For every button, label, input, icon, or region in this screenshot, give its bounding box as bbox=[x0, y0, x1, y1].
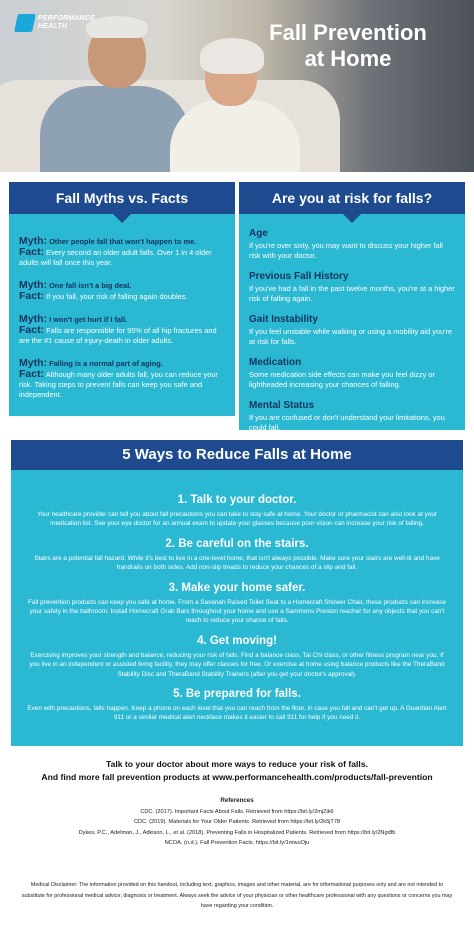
way-item bbox=[27, 635, 447, 679]
risk-text: If you are confused or don't understand your limitations, you could fall. bbox=[249, 413, 445, 432]
myth-text: I won't get hurt if I fall. bbox=[49, 315, 128, 324]
myth-label: Myth: bbox=[19, 357, 47, 369]
reference-item: CDC. (2019). Materials for Your Older Patients. Retrieved from https://bit.ly/2k5jT78 bbox=[133, 819, 341, 825]
myth-label: Myth: bbox=[19, 279, 47, 291]
fact-text: Falls are responsible for 95% of all hip fractures and are the #1 cause of injury-death in older adults. bbox=[19, 326, 217, 345]
fact-label: Fact: bbox=[19, 368, 45, 380]
risk-item bbox=[249, 357, 455, 390]
cta-line2: And find more fall prevention products at www.performancehealth.com/products/fall-prevention bbox=[41, 772, 433, 782]
way-text: Stairs are a potential fall hazard. While it's best to live in a one-level home, that isn't always possible. Make sure your stairs are well-lit and have handrails on both sides. Add non-slip treads to reduce your chances of a slip and fall. bbox=[34, 554, 440, 572]
ways-body bbox=[11, 470, 463, 746]
way-item bbox=[27, 582, 447, 626]
myth-label: Myth: bbox=[19, 313, 47, 325]
risk-item bbox=[249, 400, 455, 433]
myth-item bbox=[19, 358, 225, 400]
way-text: Your healthcare provider can tell you about fall precautions you can take to stay safe at home. Your doctor or pharmacist can also look at your medication list. See your eye doctor for an annual exam to update your glasses because poor vision can increase your risk of falling. bbox=[36, 511, 438, 528]
reference-item: CDC. (2017). Important Facts About Falls. Retrieved from https://bit.ly/2mjZik6 bbox=[140, 808, 334, 815]
risk-section bbox=[239, 182, 465, 430]
title-line1: Fall Prevention bbox=[269, 20, 427, 45]
page-title bbox=[248, 20, 448, 72]
myth-item bbox=[19, 314, 225, 346]
way-item bbox=[27, 538, 447, 573]
woman-figure bbox=[170, 100, 300, 172]
way-text: Exercising improves your strength and balance, reducing your risk of falls. Find a balance class, Tai Chi class, or other fitness program near you. If you live in an independent or assisted living facility, they may offer classes for free. Or exercise at home using balance products like the TheraBand Stability Disc and TheraBand Stability Trainers (after you get your doctor's approval). bbox=[29, 651, 445, 678]
fact-text: If you fall, your risk of falling again doubles. bbox=[46, 292, 188, 301]
man-figure bbox=[40, 86, 190, 172]
risk-item bbox=[249, 228, 455, 261]
fact-text: Although many older adults fall, you can reduce your risk. Taking steps to prevent falls can keep you safe and independent. bbox=[19, 370, 218, 399]
myth-item bbox=[19, 236, 225, 268]
way-title: 1. Talk to your doctor. bbox=[177, 494, 297, 506]
myth-label: Myth: bbox=[19, 235, 47, 247]
logo-icon bbox=[14, 14, 36, 32]
risk-title: Age bbox=[249, 228, 268, 239]
fact-label: Fact: bbox=[19, 246, 45, 258]
myths-heading bbox=[9, 182, 235, 214]
medical-disclaimer: Medical Disclaimer: The information provided on this handout, including text, graphics, images and other material, are for informational purposes only and are not intended to substitute for professional medical advice, diagnosis or treatment. Always seek the advice of your physician or other healthcare professional with any questions or concerns you may have regarding your condition. bbox=[21, 882, 453, 909]
myth-text: Falling is a normal part of aging. bbox=[49, 359, 163, 368]
risk-title: Medication bbox=[249, 357, 302, 368]
risk-heading bbox=[239, 182, 465, 214]
risk-item bbox=[249, 271, 455, 304]
risk-text: If you've had a fall in the past twelve months, you're at a higher risk of falling again. bbox=[249, 284, 455, 303]
fact-text: Every second an older adult falls. Over 1 in 4 older adults will fall once this year. bbox=[19, 248, 212, 267]
risk-body bbox=[239, 214, 465, 430]
ways-heading-text: 5 Ways to Reduce Falls at Home bbox=[122, 446, 352, 463]
fact-label: Fact: bbox=[19, 290, 45, 302]
way-item bbox=[27, 494, 447, 529]
risk-text: If you're over sixty, you may want to discuss your higher fall risk with your doctor. bbox=[249, 241, 443, 260]
logo-line1: PERFORMANCE bbox=[38, 15, 96, 22]
call-to-action bbox=[0, 758, 474, 784]
way-title: 3. Make your home safer. bbox=[168, 581, 306, 594]
risk-item bbox=[249, 314, 455, 347]
risk-text: Some medication side effects can make you feel dizzy or lightheaded increasing your chances of falling. bbox=[249, 370, 435, 389]
reference-item: NCOA. (n.d.). Fall Prevention Facts. https://bit.ly/1mwuOju bbox=[164, 840, 310, 846]
ways-heading bbox=[11, 440, 463, 470]
myths-heading-text: Fall Myths vs. Facts bbox=[55, 190, 189, 206]
myths-body bbox=[9, 214, 235, 416]
references bbox=[0, 796, 474, 849]
myth-text: Other people fall that won't happen to me. bbox=[49, 237, 197, 246]
way-title: 2. Be careful on the stairs. bbox=[165, 537, 309, 550]
fact-label: Fact: bbox=[19, 324, 45, 336]
hero-banner bbox=[0, 0, 474, 172]
logo-line2: HEALTH bbox=[38, 23, 68, 30]
way-text: Even with precautions, falls happen. Keep a phone on each level that you can reach from the floor, in case you fall and can't get up. A Guardian Alert 911 or a similar medical alert necklace makes it easier to call 911 for help if you need it. bbox=[27, 705, 447, 722]
title-line2: at Home bbox=[304, 46, 392, 71]
myth-text: One fall isn't a big deal. bbox=[49, 281, 132, 290]
way-title: 4. Get moving! bbox=[197, 634, 277, 647]
way-text: Fall prevention products can keep you safe at home. From a Savanah Raised Toilet Seat to a Homecraft Shower Chair, these products can increase your safety in the bathroom. Install Homecraft Grab Bars throughout your home and use a Sammons Preston reacher for any objects that you can't reach to reduce your chance of falls. bbox=[28, 598, 446, 625]
myths-section bbox=[9, 182, 235, 416]
risk-title: Mental Status bbox=[249, 400, 315, 411]
reference-item: Dykes, P.C., Adelman, J., Adkison, L., et al. (2018). Preventing Falls in Hospitalized Patients. Retrieved from https://bit.ly/2Ngdfb bbox=[78, 829, 396, 836]
way-title: 5. Be prepared for falls. bbox=[173, 688, 301, 701]
heading-notch bbox=[112, 213, 132, 223]
references-heading: References bbox=[220, 797, 254, 804]
logo-text bbox=[38, 15, 95, 31]
cta-line1: Talk to your doctor about more ways to reduce your risk of falls. bbox=[105, 759, 368, 769]
risk-title: Gait Instability bbox=[249, 314, 318, 325]
brand-logo bbox=[16, 14, 95, 32]
man-hair bbox=[86, 16, 148, 38]
way-item bbox=[27, 688, 447, 723]
risk-heading-text: Are you at risk for falls? bbox=[271, 190, 433, 206]
heading-notch bbox=[342, 213, 362, 223]
risk-title: Previous Fall History bbox=[249, 271, 349, 282]
myth-item bbox=[19, 280, 225, 302]
risk-text: If you feel unstable while walking or using a mobility aid you're at risk for falls. bbox=[249, 327, 453, 346]
